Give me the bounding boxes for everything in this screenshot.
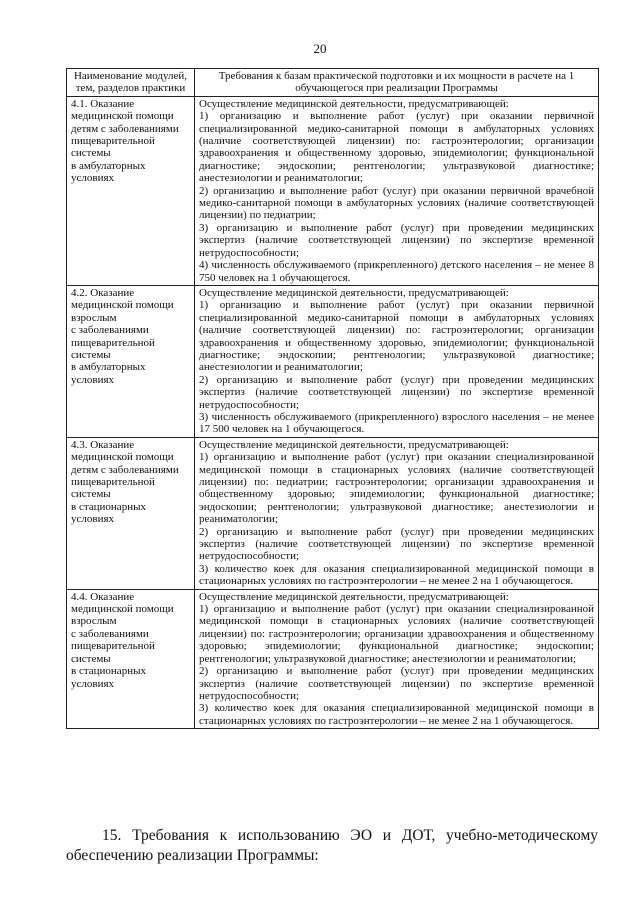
table-row — [67, 589, 599, 728]
requirement-item: 4) численность обслуживаемого (прикрепленного) детского населения – не менее 8 750 человек на 1 обучающегося. — [199, 259, 594, 284]
table-header-row — [67, 69, 599, 97]
requirement-item: 3) количество коек для оказания специализированной медицинской помощи в стационарных условиях по гастроэнтерологии – не менее 2 на 1 обучающегося. — [199, 702, 594, 727]
requirement-intro: Осуществление медицинской деятельности, предусматривающей: — [199, 438, 509, 451]
header-modules: Наименование модулей, тем, разделов практики — [67, 69, 195, 97]
requirements-table — [66, 68, 599, 729]
module-name: 4.3. Оказание медицинской помощи детям с заболеваниями пищеварительной системы в стационарных условиях — [71, 438, 179, 526]
requirement-intro: Осуществление медицинской деятельности, предусматривающей: — [199, 97, 509, 110]
requirement-item: 3) количество коек для оказания специализированной медицинской помощи в стационарных условиях по гастроэнтерологии – не менее 2 на 1 обучающегося. — [199, 562, 594, 588]
requirement-item: 2) организацию и выполнение работ (услуг) при проведении медицинских экспертиз (наличие соответствующей лицензии) по экспертизе временной нетрудоспособности; — [199, 665, 594, 702]
requirement-item: 1) организацию и выполнение работ (услуг) при оказании специализированной медицинской помощи в стационарных условиях (наличие соответствующей лицензии) по: педиатрии; гастроэнтерологии; организации здравоохранения и общественному здоровью; эпидемиологии; функциональной диагностике; эндоскопии; рентгенологии; ультразвуковой диагностике; анестезиологии и реаниматологии; — [199, 451, 594, 526]
page-number: 20 — [313, 41, 327, 56]
requirement-item: 1) организацию и выполнение работ (услуг) при оказании специализированной медицинской помощи в стационарных условиях (наличие соответствующей лицензии) по: гастроэнтерологии; организации здравоохранения и общественному здоровью; эпидемиологии; функциональной диагностике; эндоскопии; рентгенологии; ультразвуковой диагностике; анестезиологии и реаниматологии; — [199, 603, 594, 665]
requirement-item: 2) организацию и выполнение работ (услуг) при проведении медицинских экспертиз (наличие соответствующей лицензии) по экспертизе временной нетрудоспособности; — [199, 373, 594, 411]
module-name: 4.4. Оказание медицинской помощи взрослым с заболеваниями пищеварительной системы в стационарных условиях — [71, 590, 174, 690]
requirements-cell — [195, 589, 599, 728]
section-heading-line1: 15. Требования к использованию ЭО и ДОТ, учебно-методическому — [102, 827, 598, 844]
requirement-item: 3) организацию и выполнение работ (услуг) при проведении медицинских экспертиз (наличие соответствующей лицензии) по экспертизе временной нетрудоспособности; — [199, 221, 594, 259]
requirement-intro: Осуществление медицинской деятельности, предусматривающей: — [199, 590, 509, 603]
table-row — [67, 437, 599, 589]
table-row — [67, 96, 599, 285]
header-requirements: Требования к базам практической подготовки и их мощности в расчете на 1 обучающегося при реализации Программы — [195, 69, 599, 97]
requirement-item: 3) численность обслуживаемого (прикрепленного) взрослого населения – не менее 17 500 человек на 1 обучающегося. — [199, 410, 594, 436]
requirements-cell — [195, 437, 599, 589]
section-heading — [66, 826, 598, 866]
requirement-intro: Осуществление медицинской деятельности, предусматривающей: — [199, 286, 509, 299]
requirement-item: 2) организацию и выполнение работ (услуг) при проведении медицинских экспертиз (наличие соответствующей лицензии) по экспертизе временной нетрудоспособности; — [199, 525, 594, 563]
requirement-item: 1) организацию и выполнение работ (услуг) при оказании первичной специализированной медико-санитарной помощи в амбулаторных условиях (наличие соответствующей лицензии) по: гастроэнтерологии; организации здравоохранения и общественному здоровью, эпидемиологии; функциональной диагностике; эндоскопии; рентгенологии; ультразвуковой диагностике; анестезиологии и реаниматологии; — [199, 299, 594, 374]
requirements-cell — [195, 96, 599, 285]
module-cell — [67, 96, 195, 285]
module-cell — [67, 589, 195, 728]
requirements-cell — [195, 285, 599, 437]
module-name: 4.1. Оказание медицинской помощи детям с заболеваниями пищеварительной системы в амбулаторных условиях — [71, 97, 179, 185]
section-heading-line2: обеспечению реализации Программы: — [66, 847, 319, 864]
module-name: 4.2. Оказание медицинской помощи взрослым с заболеваниями пищеварительной системы в амбулаторных условиях — [71, 286, 174, 386]
requirement-item: 1) организацию и выполнение работ (услуг) при оказании первичной специализированной медико-санитарной помощи в амбулаторных условиях (наличие соответствующей лицензии) по: гастроэнтерологии; организации здравоохранения и общественному здоровью, эпидемиологии; функциональной диагностике; эндоскопии; рентгенологии; ультразвуковой диагностике; анестезиологии и реаниматологии; — [199, 110, 594, 185]
module-cell — [67, 437, 195, 589]
module-cell — [67, 285, 195, 437]
table-row — [67, 285, 599, 437]
requirement-item: 2) организацию и выполнение работ (услуг) при оказании первичной врачебной медико-санитарной помощи в амбулаторных условиях (наличие соответствующей лицензии) по педиатрии; — [199, 184, 594, 222]
